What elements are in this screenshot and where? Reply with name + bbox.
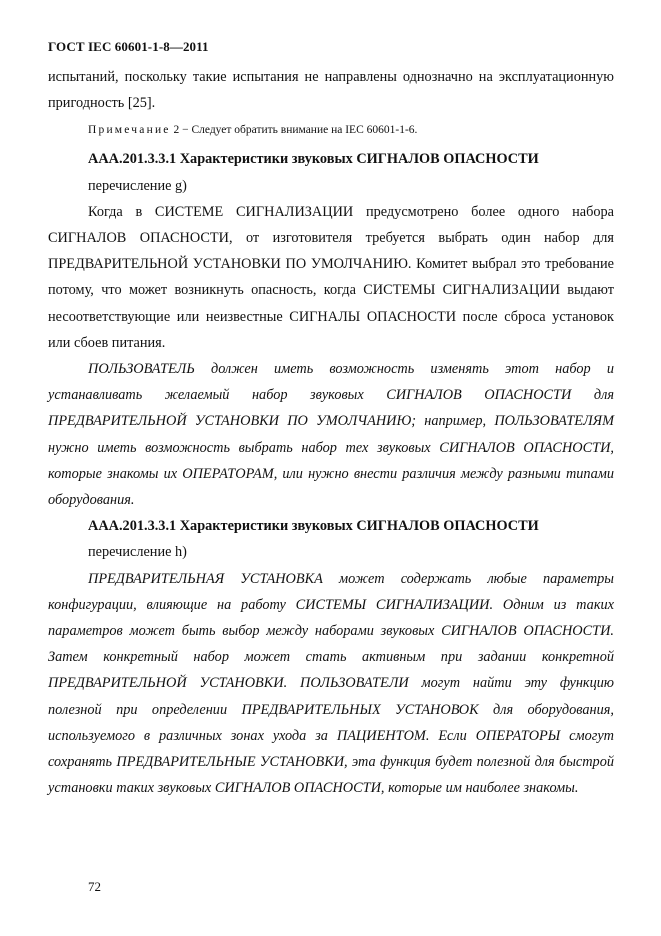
page-body (48, 64, 614, 801)
section-g-paragraph-1: Когда в СИСТЕМЕ СИГНАЛИЗАЦИИ предусмотрено более одного набора СИГНАЛОВ ОПАСНОСТИ, от изготовителя требуется выбрать один набор для ПРЕДВАРИТЕЛЬНОЙ УСТАНОВКИ ПО УМОЛЧАНИЮ. Комитет выбрал это требование потому, что может возникнуть опасность, когда СИСТЕМЫ СИГНАЛИЗАЦИИ выдают несоответствующие или неизвестные СИГНАЛЫ ОПАСНОСТИ после сброса установок или сбоев питания. (48, 203, 614, 351)
section-g-paragraph-2: ПОЛЬЗОВАТЕЛЬ должен иметь возможность изменять этот набор и устанавливать желаемый набор звуковых СИГНАЛОВ ОПАСНОСТИ для ПРЕДВАРИТЕЛЬНОЙ УСТАНОВКИ ПО УМОЛЧАНИЮ; например, ПОЛЬЗОВАТЕЛЯМ нужно иметь возможность выбрать набор тех звуковых СИГНАЛОВ ОПАСНОСТИ, которые знакомы их ОПЕРАТОРАМ, или нужно внести различия между разными типами оборудования. (48, 361, 614, 509)
note-label: Примечание (88, 124, 171, 137)
section-heading-g: AAA.201.3.3.1 Характеристики звуковых СИГНАЛОВ ОПАСНОСТИ (88, 151, 539, 168)
note-text: 2 − Следует обратить внимание на IEC 60601-1-6. (170, 124, 418, 137)
page-number: 72 (88, 879, 101, 894)
enumeration-label-h: перечисление h) (88, 544, 187, 561)
running-header: ГОСТ IEC 60601-1-8—2011 (48, 39, 209, 54)
section-heading-h: AAA.201.3.3.1 Характеристики звуковых СИГНАЛОВ ОПАСНОСТИ (88, 518, 539, 535)
continued-paragraph: испытаний, поскольку такие испытания не направлены однозначно на эксплуатационную пригодность [25]. (48, 69, 614, 112)
enumeration-label-g: перечисление g) (88, 177, 187, 194)
section-h-paragraph-1: ПРЕДВАРИТЕЛЬНАЯ УСТАНОВКА может содержать любые параметры конфигурации, влияющие на работу СИСТЕМЫ СИГНАЛИЗАЦИИ. Одним из таких параметров может быть выбор между наборами звуковых СИГНАЛОВ ОПАСНОСТИ. Затем конкретный набор может стать активным при задании конкретной ПРЕДВАРИТЕЛЬНОЙ УСТАНОВКИ. ПОЛЬЗОВАТЕЛИ могут найти эту функцию полезной при определении ПРЕДВАРИТЕЛЬНЫХ УСТАНОВОК для оборудования, используемого в различных зонах ухода за ПАЦИЕНТОМ. Если ОПЕРАТОРЫ смогут сохранять ПРЕДВАРИТЕЛЬНЫЕ УСТАНОВКИ, эта функция будет полезной для быстрой установки таких звуковых СИГНАЛОВ ОПАСНОСТИ, которые им наиболее знакомы. (48, 570, 614, 797)
note (48, 120, 614, 140)
